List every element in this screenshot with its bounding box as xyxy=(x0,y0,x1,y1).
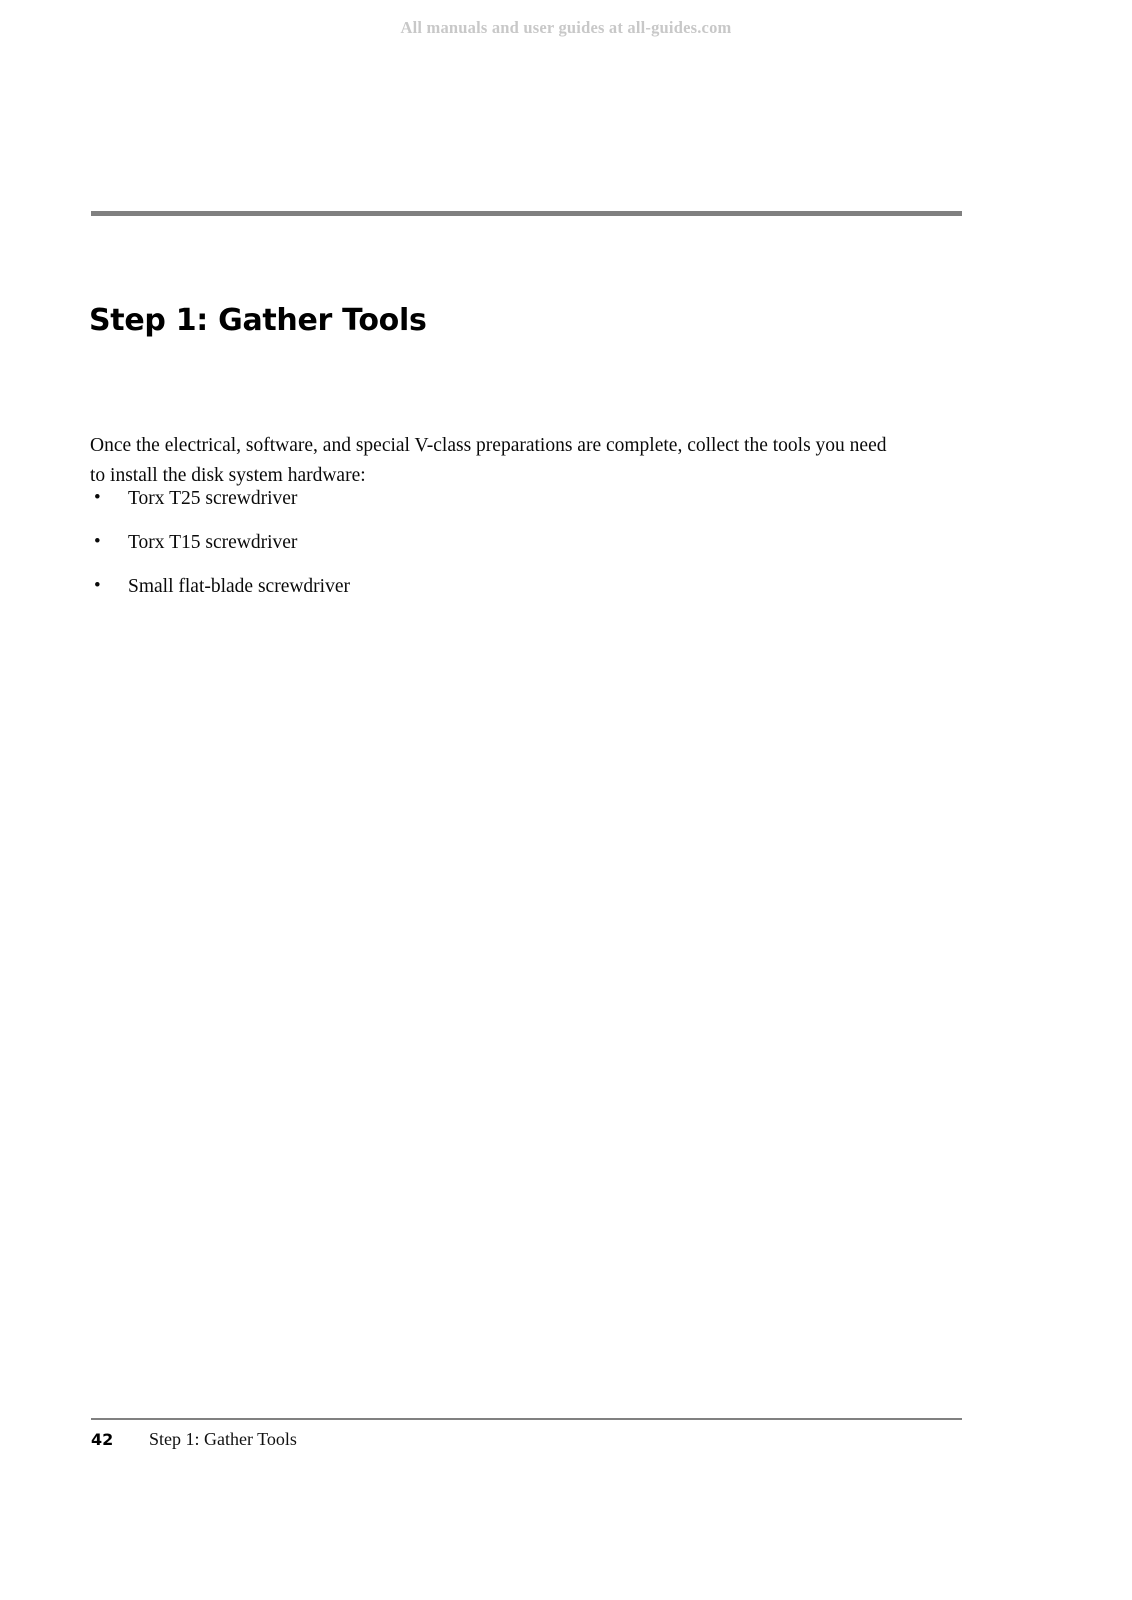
list-item-label: Torx T25 screwdriver xyxy=(128,488,298,509)
header-divider xyxy=(91,211,962,216)
list-item-label: Small flat-blade screwdriver xyxy=(128,576,350,597)
bullet-icon: • xyxy=(94,575,101,596)
site-watermark: All manuals and user guides at all-guides.com xyxy=(400,18,732,37)
list-item xyxy=(90,529,790,557)
list-item xyxy=(90,485,790,513)
list-item-label: Torx T15 screwdriver xyxy=(128,532,298,553)
footer-divider xyxy=(91,1418,962,1420)
footer-section-title: Step 1: Gather Tools xyxy=(149,1429,297,1449)
bullet-icon: • xyxy=(94,487,101,508)
list-item xyxy=(90,573,790,601)
footer-page-number: 42 xyxy=(91,1430,114,1449)
intro-paragraph: Once the electrical, software, and special V-class preparations are complete, collect the tools you need to install the disk system hardware: xyxy=(90,434,887,486)
tools-list xyxy=(90,485,790,617)
bullet-icon: • xyxy=(94,531,101,552)
page-title: Step 1: Gather Tools xyxy=(89,303,427,339)
page-footer xyxy=(91,1429,891,1455)
